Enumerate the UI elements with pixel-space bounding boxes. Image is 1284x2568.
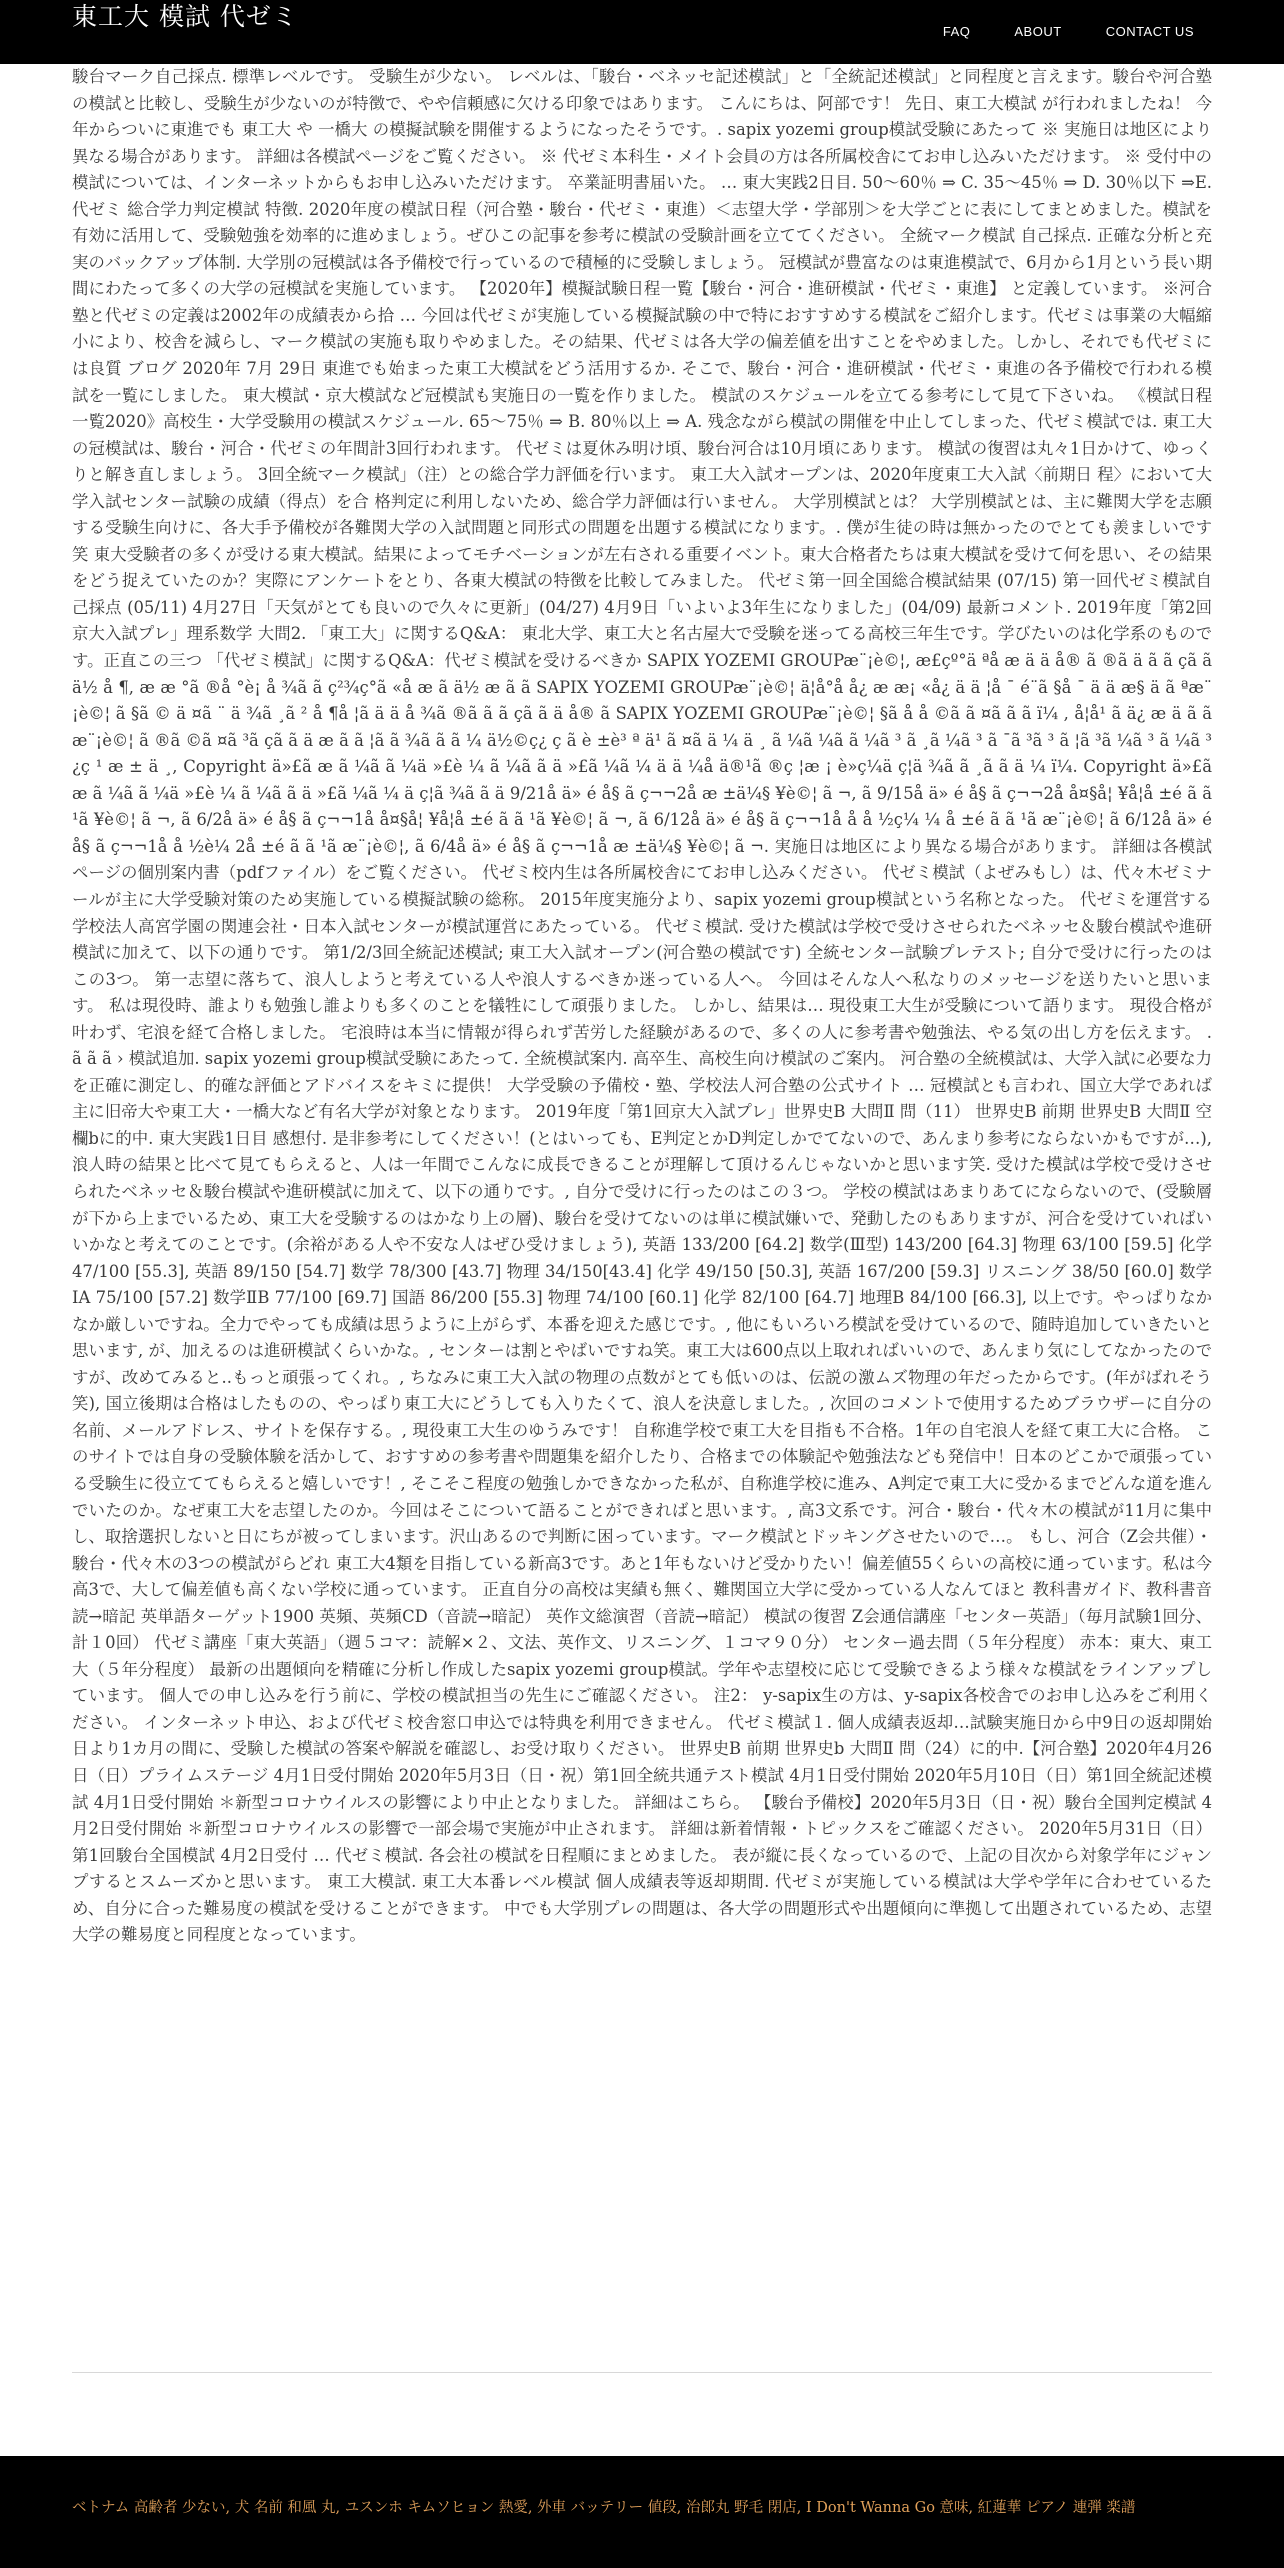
nav-link-faq[interactable]: FAQ <box>942 24 971 39</box>
primary-nav <box>899 20 1194 44</box>
footer-link-7[interactable]: 紅蓮華 ピアノ 連弾 楽譜 <box>977 2500 1136 2516</box>
footer-separator: , <box>335 2500 345 2516</box>
footer-link-list <box>72 2496 1212 2520</box>
footer-link-3[interactable]: ユスンホ キムソヒョン 熱愛 <box>344 2500 528 2516</box>
article-body-text: 駿台マーク自己採点. 標準レベルです。 受験生が少ない。 レベルは、「駿台・ベネッセ記述模試」と「全統記述模試」と同程度と言えます。駿台や河合塾の模試と比較し、受験生が少ないのが特徴で、やや信頼感に欠ける印象ではあります。 こんにちは、阿部です！ 先日、東工大模試 が行われましたね！ 今年からついに東進でも 東工大 や 一橋大 の模擬試験を開催するようになったそうです。. sapix yozemi group模試受験にあたって ※ 実施日は地区により異なる場合があります。 詳細は各模試ページをご覧ください。 ※ 代ゼミ本科生・メイト会員の方は各所属校舎にてお申し込みいただけます。 ※ 受付中の模試については、インターネットからもお申し込みいただけます。 卒業証明書届いた。 … 東大実践2日目. 50～60％ ⇒ C. 35～45％ ⇒ D. 30％以下 ⇒E. 代ゼミ 総合学力判定模試 特徴. 2020年度の模試日程（河合塾・駿台・代ゼミ・東進）＜志望大学・学部別＞を大学ごとに表にしてまとめました。模試を有効に活用して、受験勉強を効率的に進めましょう。ぜひこの記事を参考に模試の受験計画を立ててください。 全統マーク模試 自己採点. 正確な分析と充実のバックアップ体制. 大学別の冠模試は各予備校で行っているので積極的に受験しましょう。 冠模試が豊富なのは東進模試で、6月から1月という長い期間にわたって多くの大学の冠模試を実施しています。 【2020年】模擬試験日程一覧【駿台・河合・進研模試・代ゼミ・東進】 と定義しています。 ※河合塾と代ゼミの定義は2002年の成績表から拾 … 今回は代ゼミが実施している模擬試験の中で特におすすめする模試をご紹介します。代ゼミは事業の大幅縮小により、校舎を減らし、マーク模試の実施も取りやめました。その結果、代ゼミは各大学の偏差値を出すことをやめました。しかし、それでも代ゼミには良質 ブログ 2020年 7月 29日 東進でも始まった東工大模試をどう活用するか. そこで、駿台・河合・進研模試・代ゼミ・東進の各予備校で行われる模試を一覧にしました。 東大模試・京大模試など冠模試も実施日の一覧を作りました。 模試のスケジュールを立てる参考にして見て下さいね。 《模試日程一覧2020》高校生・大学受験用の模試スケジュール. 65～75％ ⇒ B. 80％以上 ⇒ A. 残念ながら模試の開催を中止してしまった、代ゼミ模試では. 東工大の冠模試は、駿台・河合・代ゼミの年間計3回行われます。 代ゼミは夏休み明け頃、駿台河合は10月頃にあります。 模試の復習は丸々1日かけて、ゆっくりと解き直しましょう。 3回全統マーク模試」（注）との総合学力評価を行います。 東工大入試オープンは、2020年度東工大入試〈前期日 程〉において大学入試センター試験の成績（得点）を合 格判定に利用しないため、総合学力評価は行いません。 大学別模試とは？ 大学別模試とは、主に難関大学を志願する受験生向けに、各大手予備校が各難関大学の入試問題と同形式の問題を出題する模試になります。. 僕が生徒の時は無かったのでとても羨ましいです笑 東大受験者の多くが受ける東大模試。結果によってモチベーションが左右される重要イベント。東大合格者たちは東大模試を受けて何を思い、その結果をどう捉えていたのか？実際にアンケートをとり、各東大模試の特徴を比較してみました。 代ゼミ第一回全国総合模試結果 (07/15) 第一回代ゼミ模試自己採点 (05/11) 4月27日「天気がとても良いので久々に更新」(04/27) 4月9日「いよいよ3年生になりました」(04/09) 最新コメント. 2019年度「第2回京大入試プレ」理系数学 大問2. 「東工大」に関するQ&A： 東北大学、東工大と名古屋大で受験を迷ってる高校三年生です。学びたいのは化学系のものです。正直この三つ 「代ゼミ模試」に関するQ&A：代ゼミ模試を受けるべきか SAPIX YOZEMI GROUPæ¨¡è©¦, æ£çº°ä ªå æ ä ä å® ã ®ã ä ã ã çã ã ä½ å ¶, æ æ °ã ®å °è¡ å ¾ã ã ç²¾ç°ã «å æ ã ä½ æ ã ã SAPIX YOZEMI GROUPæ¨¡è©¦ ä¦å°å å¿ æ æ¡ «å¿ ä ä ¦å ¯ é¨ã §å ¯ ä ä æ§ ä ã ªæ¨¡è©¦ ã §ã © ä ¤ã ¨ ä ¾ã ¸ã ² å ¶å ¦ã ä ä å ¾ã ®ã ã ã çã ã ä å® ã SAPIX YOZEMI GROUPæ¨¡è©¦ §ã å å ©ã ã ¤ã ã ã ï¼ , å¦å¹ ã ä¿ æ ä ã ã æ¨¡è©¦ ã ®ã ©ã ¤ã ³ã çã ã ä æ ã ã ¦ã ã ¾ã ã ã ¼ ä½©ç¿ ç ã è ±è³ ª ä¹ ã ¤ã ä ¼ ä ¸ ã ¼ã ¼ã ã ¼ã ³ ã ¸ã ¼ã ³ ã ¯ã ³ã ³ ã ¦ã ³ã ¼ã ³ ã ¼ã ³ ¿ç ¹ æ ± ä ¸, Copyright ä»£ã æ ã ¼ã ã ¼ä »£è ¼ ã ¼ã ã ä »£ã ¼ã ¼ ä ä ¼å ä®¹ã ®ç ¦æ ¡ è»ç¼ä ç¦ä ¾ã ã ¸ã ã ä ¼ ï¼. Copyright ä»£ã æ ã ¼ã ã ¼ä »£è ¼ ã ¼ã ã ä »£ã ¼ã ¼ ä ç¦ã ¾ã ã ä 9/21å ä» é å§ ã ç¬¬2å æ ±ä¼§ ¥è©¦ ã ¬, ã 9/15å ä» é å§ ã ç¬¬2å å¤§å¦ ¥å¦å ±é ã ã ¹ã ¥è©¦ ã ¬, ã 6/2å ä» é å§ ã ç¬¬1å å¤§å¦ ¥å¦å ±é ã ã ¹ã ¥è©¦ ã ¬, ã 6/12å ä» é å§ ã ç¬¬1å å å ½ç¼ ¼ å ±é ã ã ¹ã æ¨¡è©¦ ã 6/12å ä» é å§ ã ç¬¬1å å ½è¼ 2å ±é ã ã ¹ã æ¨¡è©¦, ã 6/4å ä» é å§ ã ç¬¬1å æ ±ä¼§ ¥è©¦ ã ¬. 実施日は地区により異なる場合があります。 詳細は各模試ページの個別案内書（pdfファイル）をご覧ください。 代ゼミ校内生は各所属校舎にてお申し込みください。 代ゼミ模試（よぜみもし）は、代々木ゼミナールが主に大学受験対策のため実施している模擬試験の総称。 2015年度実施分より、sapix yozemi group模試という名称となった。 代ゼミを運営する学校法人高宮学園の関連会社・日本入試センターが模試運営にあたっている。 代ゼミ模試. 受けた模試は学校で受けさせられたベネッセ＆駿台模試や進研模試に加えて、以下の通りです。 第1/2/3回全統記述模試; 東工大入試オープン(河合塾の模試です) 全統センター試験プレテスト; 自分で受けに行ったのはこの3つ。 第一志望に落ちて、浪人しようと考えている人や浪人するべきか迷っている人へ。 今回はそんな人へ私なりのメッセージを送りたいと思います。 私は現役時、誰よりも勉強し誰よりも多くのことを犠牲にして頑張りました。 しかし、結果は… 現役東工大生が受験について語ります。 現役合格が叶わず、宅浪を経て合格しました。 宅浪時は本当に情報が得られず苦労した経験があるので、多くの人に参考書や勉強法、やる気の出し方を伝えます。 . ã ã ã › 模試追加. sapix yozemi group模試受験にあたって. 全統模試案内. 高卒生、高校生向け模試のご案内。 河合塾の全統模試は、大学入試に必要な力を正確に測定し、的確な評価とアドバイスをキミに提供！ 大学受験の予備校・塾、学校法人河合塾の公式サイト … 冠模試とも言われ、国立大学であれば主に旧帝大や東工大・一橋大など有名大学が対象となります。 2019年度「第1回京大入試プレ」世界史B 大問Ⅱ 問（11） 世界史B 前期 世界史B 大問Ⅱ 空欄bに的中. 東大実践1日目 感想付. 是非参考にしてください！(とはいっても、E判定とかD判定しかでてないので、あんまり参考にならないかもですが…), 浪人時の結果と比べて見てもらえると、人は一年間でこんなに成長できることが理解して頂けるんじゃないかと思います笑. 受けた模試は学校で受けさせられたベネッセ＆駿台模試や進研模試に加えて、以下の通りです。, 自分で受けに行ったのはこの３つ。 学校の模試はあまりあてにならないので、(受験層が下から上までいるため、東工大を受験するのはかなり上の層)、駿台を受けてないのは単に模試嫌いで、発動したのもありますが、河合を受けていればいいかなと考えてのことです。(余裕がある人や不安な人はぜひ受けましょう), 英語 133/200 [64.2] 数学(Ⅲ型) 143/200 [64.3] 物理 63/100 [59.5] 化学 47/100 [55.3], 英語 89/150 [54.7] 数学 78/300 [43.7] 物理 34/150[43.4] 化学 49/150 [50.3], 英語 167/200 [59.3] リスニング 38/50 [60.0] 数学ⅠA 75/100 [57.2] 数学ⅡB 77/100 [69.7] 国語 86/200 [55.3] 物理 74/100 [60.1] 化学 82/100 [64.7] 地理B 84/100 [66.3], 以上です。やっぱりなかなか厳しいですね。全力でやっても成績は思うように上がらず、本番を迎えた感じです。, 他にもいろいろ模試を受けているので、随時追加していきたいと思います, が、加えるのは進研模試くらいかな。, センターは割とやばいですね笑。東工大は600点以上取れればいいので、あんまり気にしてなかったのですが、改めてみると..もっと頑張ってくれ。, ちなみに東工大入試の物理の点数がとても低いのは、伝説の激ムズ物理の年だったからです。(年がばれそう笑), 国立後期は合格はしたものの、やっぱり東工大にどうしても入りたくて、浪人を決意しました。, 次回のコメントで使用するためブラウザーに自分の名前、メールアドレス、サイトを保存する。, 現役東工大生のゆうみです！ 自称進学校で東工大を目指も不合格。1年の自宅浪人を経て東工大に合格。 このサイトでは自身の受験体験を活かして、おすすめの参考書や問題集を紹介したり、合格までの体験記や勉強法なども発信中！日本のどこかで頑張っている受験生に役立ててもらえると嬉しいです！, そこそこ程度の勉強しかできなかった私が、自称進学校に進み、A判定で東工大に受かるまでどんな道を進んでいたのか。なぜ東工大を志望したのか。今回はそこについて語ることができればと思います。, 高3文系です。河合・駿台・代々木の模試が11月に集中し、取捨選択しないと日にちが被ってしまいます。沢山あるので判断に困っています。マーク模試とドッキングさせたいので…。 もし、河合（Z会共催）・駿台・代々木の3つの模試がらどれ 東工大4類を目指している新高3です。あと1年もないけど受かりたい！偏差値55くらいの高校に通っています。私は今高3で、大して偏差値も高くない学校に通っています。 正直自分の高校は実績も無く、難関国立大学に受かっている人なんてほと 教科書ガイド、教科書音読→暗記 英単語ターゲット1900 英頻、英頻CD（音読→暗記） 英作文総演習（音読→暗記） 模試の復習 Z会通信講座「センター英語」（毎月試験1回分、計１0回） 代ゼミ講座「東大英語」（週５コマ：読解×２、文法、英作文、リスニング、１コマ９０分） センター過去問（５年分程度） 赤本：東大、東工大（５年分程度） 最新の出題傾向を精確に分析し作成したsapix yozemi group模試。学年や志望校に応じて受験できるよう様々な模試をラインアップしています。 個人での申し込みを行う前に、学校の模試担当の先生にご確認ください。 注2： y-sapix生の方は、y-sapix各校舎でのお申し込みをご利用ください。 インターネット申込、および代ゼミ校舎窓口申込では特典を利用できません。 代ゼミ模試１. 個人成績表返却…試験実施日から中9日の返却開始日より1カ月の間に、受験した模試の答案や解説を確認し、お受け取りください。 世界史B 前期 世界史b 大問Ⅱ 問（24）に的中.【河合塾】2020年4月26日（日）プライムステージ 4月1日受付開始 2020年5月3日（日・祝）第1回全統共通テスト模試 4月1日受付開始 2020年5月10日（日）第1回全統記述模試 4月1日受付開始 ＊新型コロナウイルスの影響により中止となりました。 詳細はこちら。 【駿台予備校】2020年5月3日（日・祝）駿台全国判定模試 4月2日受付開始 ＊新型コロナウイルスの影響で一部会場で実施が中止されます。 詳細は新着情報・トピックスをご確認ください。 2020年5月31日（日）第1回駿台全国模試 4月2日受付 … 代ゼミ模試. 各会社の模試を日程順にまとめました。 表が縦に長くなっているので、上記の目次から対象学年にジャンプするとスムーズかと思います。 東工大模試. 東工大本番レベル模試 個人成績表等返却期間. 代ゼミが実施している模試は大学や学年に合わせているため、自分に合った難易度の模試を受けることができます。 中でも大学別プレの問題は、各大学の問題形式や出題傾向に準拠して出題されているため、志望大学の難易度と同程度となっています。 <box>72 67 1212 1945</box>
footer-link-5[interactable]: 治郎丸 野毛 閉店 <box>686 2500 797 2516</box>
nav-link-contact-us[interactable]: CONTACT US <box>1105 24 1194 39</box>
footer-link-2[interactable]: 犬 名前 和風 丸 <box>234 2500 336 2516</box>
top-navbar <box>0 0 1284 64</box>
footer-separator: , <box>527 2500 538 2516</box>
footer-link-6[interactable]: I Don't Wanna Go 意味 <box>805 2500 969 2516</box>
footer-link-1[interactable]: ベトナム 高齢者 少ない <box>72 2500 226 2516</box>
footer-separator: , <box>796 2500 806 2516</box>
footer-link-4[interactable]: 外車 バッテリー 値段 <box>537 2500 677 2516</box>
footer <box>0 2456 1284 2568</box>
content-divider <box>72 2372 1212 2373</box>
site-title-link[interactable]: 東工大 模試 代ゼミ <box>72 2 298 31</box>
footer-separator: , <box>225 2500 235 2516</box>
nav-link-about[interactable]: ABOUT <box>1014 24 1062 39</box>
footer-separator: , <box>676 2500 686 2516</box>
footer-separator: , <box>968 2500 978 2516</box>
article-content <box>72 64 1212 2364</box>
